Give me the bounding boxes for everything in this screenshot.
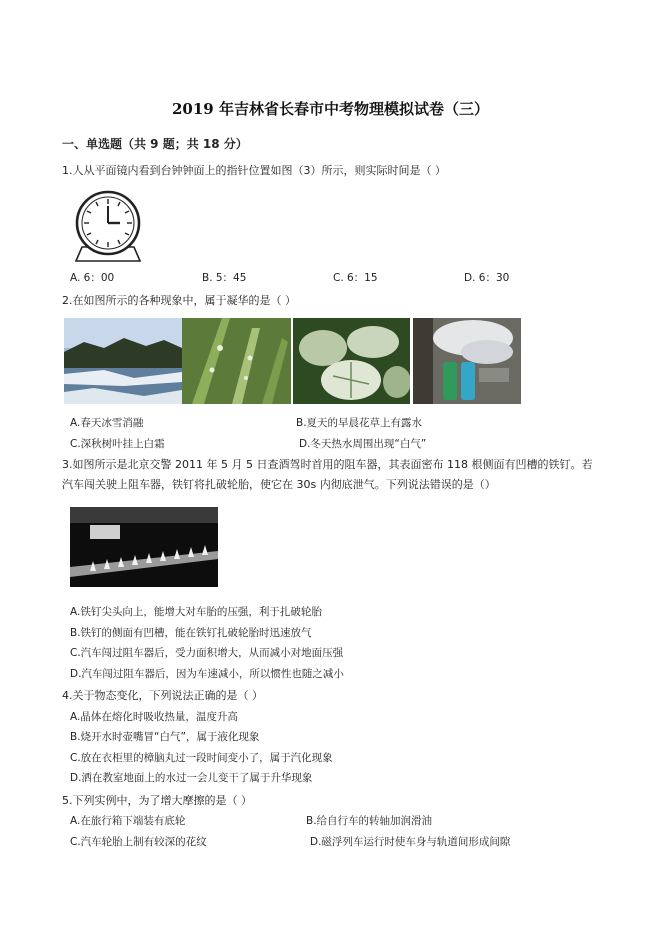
q1-option-b: B. 5：45 [202, 272, 247, 284]
q2-option-b: B.夏天的早晨花草上有露水 [296, 417, 423, 429]
question-3-stem-line-2: 汽车闯关驶上阻车器，铁钉将扎破轮胎，使它在 30s 内彻底泄气。下列说法错误的是（） [62, 478, 496, 491]
q5-option-c: C.汽车轮胎上制有较深的花纹 [70, 836, 207, 848]
q5-option-a: A.在旅行箱下端装有底轮 [70, 815, 186, 827]
q4-option-a: A.晶体在熔化时吸收热量，温度升高 [70, 711, 238, 723]
clock-figure [68, 185, 148, 265]
page-title: 2019 年吉林省长春市中考物理模拟试卷（三） [172, 100, 489, 118]
grass-dew-photo [182, 318, 291, 404]
q1-option-d: D. 6：30 [464, 272, 510, 284]
q5-option-d: D.磁浮列车运行时使车身与轨道间形成间隙 [310, 836, 511, 848]
q2-option-c: C.深秋树叶挂上白霜 [70, 438, 165, 450]
q4-option-c: C.放在衣柜里的樟脑丸过一段时间变小了，属于汽化现象 [70, 752, 333, 764]
section-heading: 一、单选题（共 9 题；共 18 分） [62, 137, 248, 151]
frost-leaves-photo [293, 318, 410, 404]
q4-option-b: B.烧开水时壶嘴冒“白气”，属于液化现象 [70, 731, 260, 743]
kettle-steam-photo [413, 318, 521, 404]
question-4-stem: 4.关于物态变化，下列说法正确的是（ ） [62, 689, 263, 702]
question-5-stem: 5.下列实例中，为了增大摩擦的是（ ） [62, 794, 252, 807]
q2-option-d: D.冬天热水周围出现“白气” [299, 438, 427, 450]
q3-option-b: B.铁钉的侧面有凹槽，能在铁钉扎破轮胎时迅速放气 [70, 627, 312, 639]
spike-strip-photo [70, 507, 218, 587]
question-3-stem-line-1: 3.如图所示是北京交警 2011 年 5 月 5 日查酒驾时首用的阻车器，其表面密布 118 根侧面有凹槽的铁钉。若 [62, 458, 593, 471]
q3-option-d: D.汽车闯过阻车器后，因为车速减小，所以惯性也随之减小 [70, 668, 344, 680]
q5-option-b: B.给自行车的转轴加润滑油 [306, 815, 433, 827]
q1-option-c: C. 6：15 [333, 272, 378, 284]
q3-option-c: C.汽车闯过阻车器后，受力面积增大，从而减小对地面压强 [70, 647, 344, 659]
q2-option-a: A.春天冰雪消融 [70, 417, 144, 429]
q4-option-d: D.洒在教室地面上的水过一会儿变干了属于升华现象 [70, 772, 313, 784]
question-2-stem: 2.在如图所示的各种现象中，属于凝华的是（ ） [62, 294, 296, 307]
q3-option-a: A.铁钉尖头向上，能增大对车胎的压强，利于扎破轮胎 [70, 606, 322, 618]
q1-option-a: A. 6：00 [70, 272, 115, 284]
ice-melting-photo [64, 318, 182, 404]
question-1-stem: 1.人从平面镜内看到台钟钟面上的指针位置如图（3）所示，则实际时间是（ ） [62, 164, 446, 177]
